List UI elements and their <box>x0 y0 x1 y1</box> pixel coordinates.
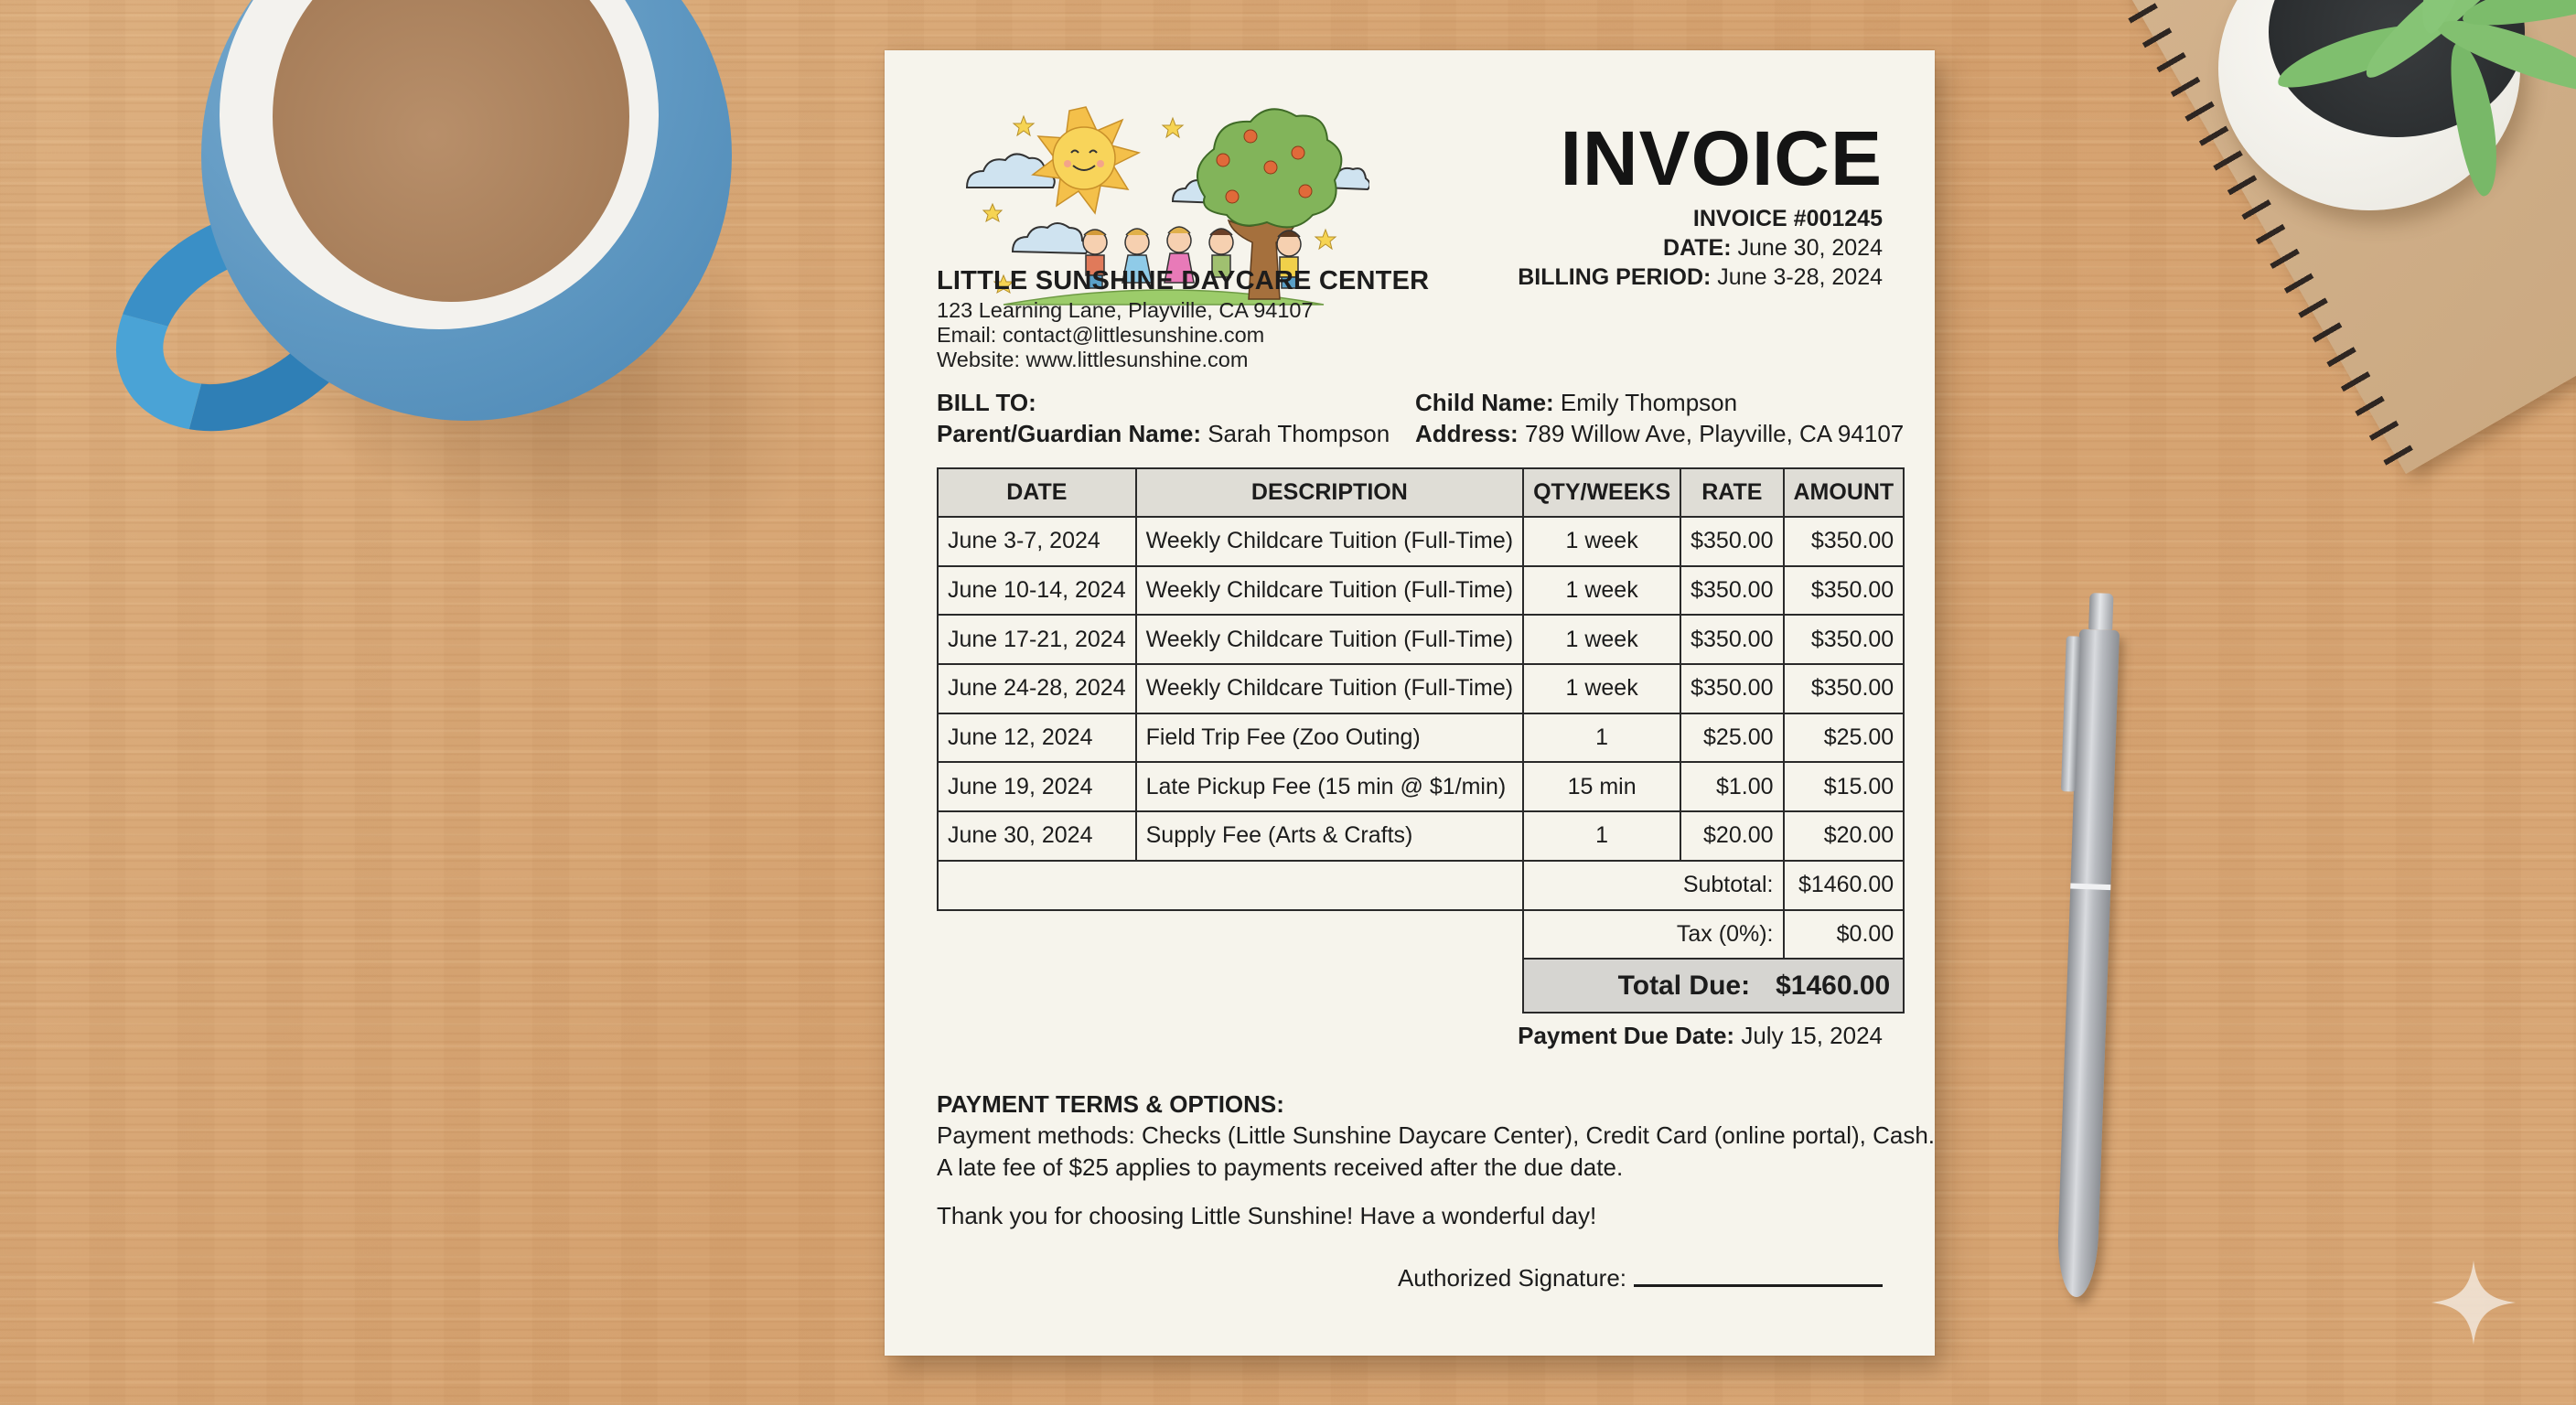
billing-period-label: BILLING PERIOD: <box>1518 264 1712 290</box>
payment-due-date-value: July 15, 2024 <box>1741 1022 1883 1049</box>
late-fee-text: A late fee of $25 applies to payments received after the due date. <box>937 1153 1624 1181</box>
signature-label: Authorized Signature: <box>1397 1264 1626 1292</box>
cell-qty: 1 week <box>1523 566 1680 616</box>
cell-date: June 24-28, 2024 <box>938 664 1136 713</box>
cell-qty: 1 week <box>1523 615 1680 664</box>
ballpoint-pen <box>2033 592 2131 1303</box>
column-header-qty: QTY/WEEKS <box>1523 468 1680 517</box>
table-row <box>938 517 1904 566</box>
blank-cell <box>938 959 1523 1013</box>
bill-address <box>1415 420 1904 448</box>
thank-you-text: Thank you for choosing Little Sunshine! Have a wonderful day! <box>937 1202 1597 1229</box>
cell-description: Field Trip Fee (Zoo Outing) <box>1136 713 1524 763</box>
table-row <box>938 762 1904 811</box>
bill-to-heading-text: BILL TO: <box>937 389 1036 416</box>
invoice-title: INVOICE <box>1560 115 1883 201</box>
child-value: Emily Thompson <box>1560 389 1738 416</box>
cell-rate: $1.00 <box>1680 762 1783 811</box>
authorized-signature <box>1398 1264 1883 1292</box>
invoice-date-value: June 30, 2024 <box>1737 235 1883 261</box>
invoice-number: INVOICE #001245 <box>1692 206 1883 231</box>
bill-to-heading <box>937 389 1036 417</box>
cell-rate: $350.00 <box>1680 664 1783 713</box>
company-website[interactable]: Website: www.littlesunshine.com <box>937 348 1249 371</box>
billing-period <box>1518 264 1883 291</box>
tax-value: $0.00 <box>1784 910 1905 960</box>
column-header-amount: AMOUNT <box>1784 468 1905 517</box>
payment-methods-text: Payment methods: Checks (Little Sunshine Daycare Center), Credit Card (online portal), Cash. <box>937 1121 1936 1149</box>
table-row <box>938 811 1904 861</box>
cell-rate: $350.00 <box>1680 615 1783 664</box>
address-value: 789 Willow Ave, Playville, CA 94107 <box>1524 420 1905 447</box>
column-header-date: DATE <box>938 468 1136 517</box>
invoice-document <box>885 50 1935 1356</box>
cell-date: June 12, 2024 <box>938 713 1136 763</box>
table-header-row <box>938 468 1904 517</box>
cell-rate: $20.00 <box>1680 811 1783 861</box>
sparkle-icon <box>2430 1259 2517 1346</box>
cell-rate: $25.00 <box>1680 713 1783 763</box>
cell-description: Weekly Childcare Tuition (Full-Time) <box>1136 664 1524 713</box>
cell-date: June 3-7, 2024 <box>938 517 1136 566</box>
signature-line[interactable] <box>1634 1284 1883 1287</box>
table-row <box>938 566 1904 616</box>
cell-amount: $350.00 <box>1784 566 1905 616</box>
payment-terms-heading: PAYMENT TERMS & OPTIONS: <box>937 1090 1284 1118</box>
billing-period-value: June 3-28, 2024 <box>1717 264 1883 290</box>
table-row <box>938 713 1904 763</box>
cell-date: June 10-14, 2024 <box>938 566 1136 616</box>
cell-amount: $15.00 <box>1784 762 1905 811</box>
cell-date: June 17-21, 2024 <box>938 615 1136 664</box>
cell-description: Late Pickup Fee (15 min @ $1/min) <box>1136 762 1524 811</box>
total-due-cell <box>1523 959 1904 1013</box>
cell-amount: $25.00 <box>1784 713 1905 763</box>
cell-amount: $350.00 <box>1784 615 1905 664</box>
cell-date: June 19, 2024 <box>938 762 1136 811</box>
guardian-name <box>937 420 1390 448</box>
guardian-label: Parent/Guardian Name: <box>937 420 1201 447</box>
cell-description: Weekly Childcare Tuition (Full-Time) <box>1136 566 1524 616</box>
cell-qty: 15 min <box>1523 762 1680 811</box>
tax-row <box>938 910 1904 960</box>
company-name: LITTLE SUNSHINE DAYCARE CENTER <box>937 266 1430 295</box>
address-label: Address: <box>1415 420 1519 447</box>
blank-cell <box>938 861 1523 910</box>
cell-description: Supply Fee (Arts & Crafts) <box>1136 811 1524 861</box>
cell-qty: 1 week <box>1523 517 1680 566</box>
cell-qty: 1 <box>1523 713 1680 763</box>
subtotal-label: Subtotal: <box>1523 861 1783 910</box>
blank-cell <box>938 910 1523 960</box>
cell-amount: $350.00 <box>1784 517 1905 566</box>
total-due-label: Total Due: <box>1617 970 1751 1001</box>
child-name <box>1415 389 1737 417</box>
total-due-value: $1460.00 <box>1776 970 1891 1001</box>
cell-rate: $350.00 <box>1680 566 1783 616</box>
invoice-date <box>1663 235 1883 262</box>
table-row <box>938 664 1904 713</box>
company-address: 123 Learning Lane, Playville, CA 94107 <box>937 298 1314 322</box>
cell-qty: 1 week <box>1523 664 1680 713</box>
cell-amount: $20.00 <box>1784 811 1905 861</box>
payment-due-date <box>1518 1022 1883 1050</box>
tax-label: Tax (0%): <box>1523 910 1783 960</box>
cell-rate: $350.00 <box>1680 517 1783 566</box>
company-email[interactable]: Email: contact@littlesunshine.com <box>937 323 1265 347</box>
payment-due-date-label: Payment Due Date: <box>1518 1022 1735 1049</box>
guardian-value: Sarah Thompson <box>1208 420 1390 447</box>
column-header-rate: RATE <box>1680 468 1783 517</box>
cell-description: Weekly Childcare Tuition (Full-Time) <box>1136 517 1524 566</box>
total-due-row <box>938 959 1904 1013</box>
cell-date: June 30, 2024 <box>938 811 1136 861</box>
smiling-sun-icon <box>1033 107 1139 213</box>
table-row <box>938 615 1904 664</box>
cell-amount: $350.00 <box>1784 664 1905 713</box>
cell-description: Weekly Childcare Tuition (Full-Time) <box>1136 615 1524 664</box>
child-label: Child Name: <box>1415 389 1554 416</box>
cell-qty: 1 <box>1523 811 1680 861</box>
subtotal-row <box>938 861 1904 910</box>
line-items-table <box>937 467 1905 1014</box>
column-header-description: DESCRIPTION <box>1136 468 1524 517</box>
invoice-date-label: DATE: <box>1663 235 1732 261</box>
pen-click-button <box>2088 593 2113 630</box>
subtotal-value: $1460.00 <box>1784 861 1905 910</box>
